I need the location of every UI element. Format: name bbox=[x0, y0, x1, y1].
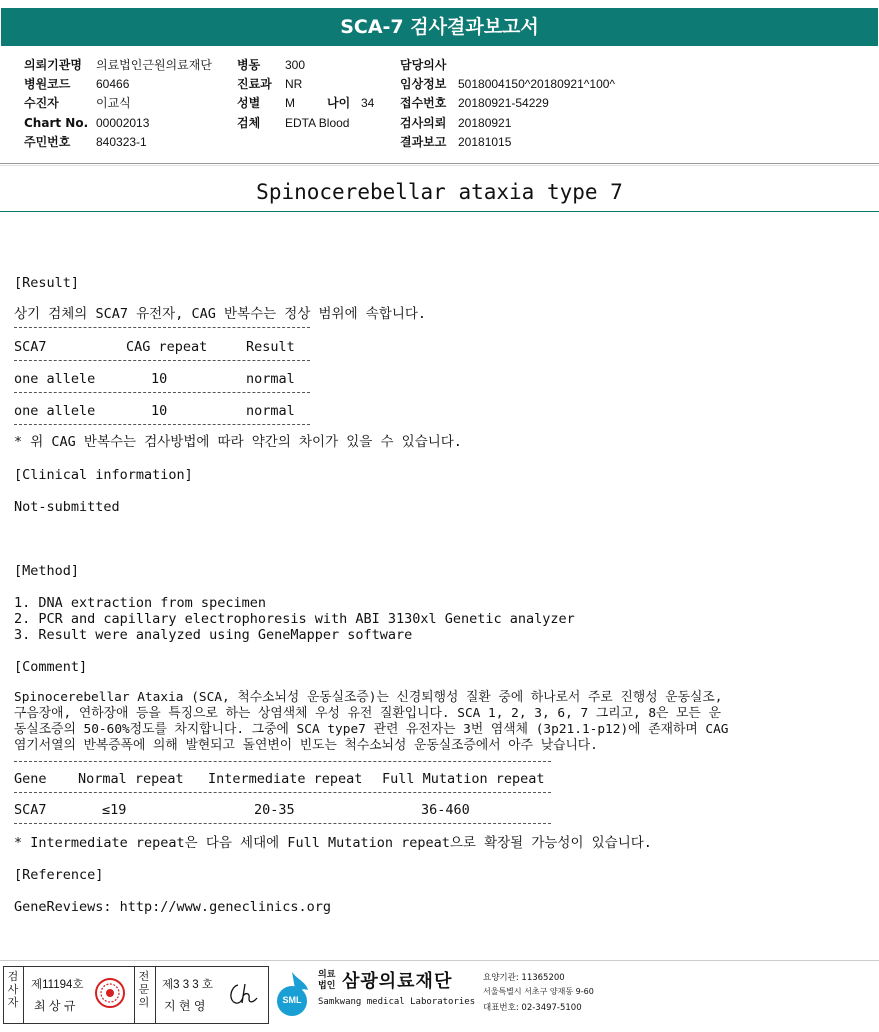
info-separator bbox=[0, 163, 879, 164]
repeat-cell: ≤19 bbox=[102, 802, 127, 818]
table-divider bbox=[14, 792, 551, 793]
table-divider bbox=[14, 823, 551, 824]
result-cell: normal bbox=[246, 371, 295, 387]
table-divider bbox=[14, 761, 551, 762]
info-value: 20180921-54229 bbox=[458, 96, 549, 111]
info-separator-shadow bbox=[0, 165, 879, 166]
reference-text: GeneReviews: http://www.geneclinics.org bbox=[14, 899, 331, 915]
info-value: 20181015 bbox=[458, 134, 512, 149]
comment-line: Spinocerebellar Ataxia (SCA, 척수소뇌성 운동실조증)는 신경퇴행성 질환 중에 하나로서 주로 진행성 운동실조, bbox=[14, 690, 723, 705]
table-divider bbox=[14, 392, 310, 393]
repeat-note: * Intermediate repeat은 다음 세대에 Full Mutation repeat으로 확장될 가능성이 있습니다. bbox=[14, 835, 652, 851]
info-label: 성별 bbox=[237, 96, 261, 111]
result-col-header: Result bbox=[246, 339, 295, 355]
info-value: 의료법인근원의료재단 bbox=[96, 58, 212, 72]
repeat-cell: 36-460 bbox=[421, 802, 470, 818]
org-address: 서울특별시 서초구 양재동 9-60 bbox=[483, 987, 594, 996]
specialist-label: 전문의 bbox=[138, 970, 150, 1009]
info-label: 결과보고 bbox=[400, 134, 447, 149]
method-heading: [Method] bbox=[14, 563, 80, 579]
info-value: 300 bbox=[285, 58, 306, 72]
box-divider bbox=[134, 967, 135, 1023]
org-prefix-top: 의료 bbox=[318, 970, 336, 980]
info-label: 임상정보 bbox=[400, 77, 447, 92]
result-cell: one allele bbox=[14, 403, 96, 419]
age-label: 나이 bbox=[327, 96, 351, 111]
info-value: 5018004150^20180921^100^ bbox=[458, 77, 616, 92]
repeat-cell: 20-35 bbox=[254, 802, 295, 818]
method-item: 2. PCR and capillary electrophoresis with ABI 3130xl Genetic analyzer bbox=[14, 611, 575, 627]
info-value: M bbox=[285, 96, 295, 111]
org-name: 삼광의료재단 bbox=[342, 971, 453, 992]
age-value: 34 bbox=[361, 96, 375, 111]
repeat-col-header: Normal repeat bbox=[78, 771, 184, 787]
info-col-1 bbox=[24, 56, 212, 152]
info-value: 840323-1 bbox=[96, 134, 147, 149]
examiner-license: 제11194호 bbox=[31, 979, 84, 991]
signature-icon bbox=[226, 981, 262, 1007]
info-value: 20180921 bbox=[458, 115, 512, 130]
official-seal bbox=[94, 977, 126, 1009]
examiner-label: 검사자 bbox=[7, 970, 19, 1009]
info-label: 접수번호 bbox=[400, 96, 447, 111]
info-label: Chart No. bbox=[24, 115, 89, 130]
org-nursing-code: 요양기관: 11365200 bbox=[483, 973, 565, 983]
table-divider bbox=[14, 360, 310, 361]
info-label: 주민번호 bbox=[24, 134, 71, 149]
comment-heading: [Comment] bbox=[14, 659, 88, 675]
report-header bbox=[1, 8, 878, 46]
repeat-cell: SCA7 bbox=[14, 802, 47, 818]
title-underline bbox=[0, 211, 879, 212]
comment-line: 구음장애, 연하장애 등을 특징으로 하는 상염색체 우성 유전 질환입니다. SCA 1, 2, 3, 6, 7 그리고, 8은 모든 운 bbox=[14, 706, 721, 721]
method-item: 1. DNA extraction from specimen bbox=[14, 595, 266, 611]
report-header-title: SCA-7 검사결과보고서 bbox=[340, 16, 539, 38]
result-col-header: SCA7 bbox=[14, 339, 47, 355]
info-label: 의뢰기관명 bbox=[24, 58, 82, 72]
info-label: 수진자 bbox=[24, 96, 59, 111]
report-title: Spinocerebellar ataxia type 7 bbox=[256, 180, 623, 204]
info-value: 이교식 bbox=[96, 96, 131, 111]
method-item: 3. Result were analyzed using GeneMapper software bbox=[14, 627, 413, 643]
org-name-en: Samkwang medical Laboratories bbox=[318, 997, 476, 1007]
clinical-heading: [Clinical information] bbox=[14, 467, 193, 483]
info-label: 담당의사 bbox=[400, 58, 447, 72]
examiner-name: 최 상 규 bbox=[34, 999, 76, 1013]
comment-line: 염기서열의 반복증폭에 의해 발현되고 돌연변이 빈도는 척수소뇌성 운동실조증에서 아주 낮습니다. bbox=[14, 738, 598, 753]
result-col-header: CAG repeat bbox=[126, 339, 208, 355]
signature-box bbox=[3, 966, 269, 1024]
info-label: 병동 bbox=[237, 58, 261, 72]
info-label: 병원코드 bbox=[24, 77, 71, 92]
result-cell: normal bbox=[246, 403, 295, 419]
info-value: 00002013 bbox=[96, 115, 150, 130]
clinical-text: Not-submitted bbox=[14, 499, 120, 515]
org-logo-text: SML bbox=[282, 995, 302, 1005]
org-prefix-bottom: 법인 bbox=[318, 981, 336, 991]
info-col-2 bbox=[237, 56, 374, 133]
org-phone: 대표번호: 02-3497-5100 bbox=[483, 1003, 582, 1013]
repeat-col-header: Gene bbox=[14, 771, 47, 787]
info-value: 60466 bbox=[96, 77, 130, 92]
comment-line: 동실조증의 50-60%정도를 차지합니다. 그중에 SCA type7 관련 유전자는 3번 염색체 (3p21.1-p12)에 존재하며 CAG bbox=[14, 722, 729, 737]
box-divider bbox=[23, 967, 24, 1023]
result-cell: 10 bbox=[151, 371, 168, 387]
footer-separator bbox=[0, 960, 879, 961]
info-label: 검사의뢰 bbox=[400, 115, 447, 130]
result-cell: one allele bbox=[14, 371, 96, 387]
info-label: 진료과 bbox=[237, 77, 272, 92]
reference-heading: [Reference] bbox=[14, 867, 104, 883]
result-cell: 10 bbox=[151, 403, 168, 419]
org-logo-icon bbox=[272, 970, 312, 1018]
repeat-col-header: Intermediate repeat bbox=[208, 771, 363, 787]
info-label: 검체 bbox=[237, 115, 261, 130]
result-heading: [Result] bbox=[14, 275, 80, 291]
info-value: NR bbox=[285, 77, 303, 92]
info-col-3 bbox=[400, 56, 615, 152]
table-divider bbox=[14, 327, 310, 328]
org-prefix bbox=[318, 970, 335, 992]
specialist-license: 제3 3 3 호 bbox=[162, 979, 213, 991]
specialist-name: 지 현 영 bbox=[164, 999, 206, 1013]
repeat-col-header: Full Mutation repeat bbox=[382, 771, 545, 787]
result-text: 상기 검체의 SCA7 유전자, CAG 반복수는 정상 범위에 속합니다. bbox=[14, 306, 427, 322]
box-divider bbox=[155, 967, 156, 1023]
table-divider bbox=[14, 424, 310, 425]
info-value: EDTA Blood bbox=[285, 115, 350, 130]
result-note: * 위 CAG 반복수는 검사방법에 따라 약간의 차이가 있을 수 있습니다. bbox=[14, 434, 462, 450]
